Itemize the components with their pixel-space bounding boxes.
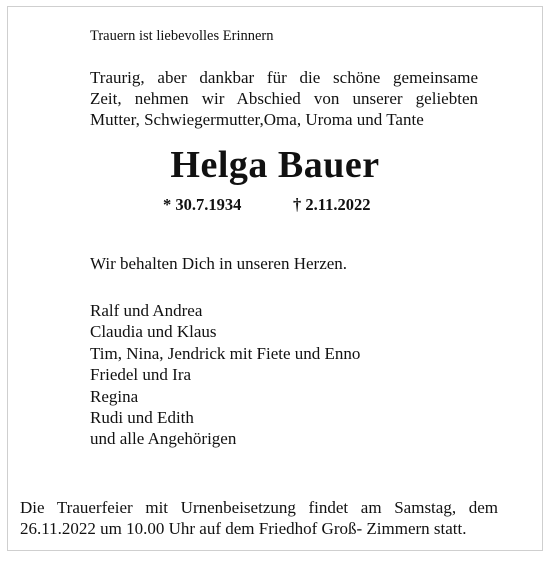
obituary-notice bbox=[7, 6, 543, 551]
funeral-info bbox=[20, 497, 512, 539]
mourner-entry: und alle Angehörigen bbox=[90, 429, 237, 449]
mourner-entry: Ralf und Andrea bbox=[90, 301, 203, 320]
funeral-line: Die Trauerfeier mit Urnenbeisetzung findet am Samstag, dem bbox=[20, 498, 498, 517]
mourner-entry: Friedel und Ira bbox=[90, 365, 192, 385]
life-dates bbox=[163, 195, 371, 215]
mourner-entry: Tim, Nina, Jendrick mit Fiete und Enno bbox=[90, 343, 361, 363]
mourner-entry: Regina bbox=[90, 386, 139, 406]
intro-paragraph bbox=[90, 67, 510, 130]
intro-line: Mutter, Schwiegermutter,Oma, Uroma und Tante bbox=[90, 110, 424, 129]
remembrance-text: Wir behalten Dich in unseren Herzen. bbox=[90, 254, 348, 273]
intro-line: Zeit, nehmen wir Abschied von unserer geliebten bbox=[90, 89, 478, 108]
intro-line: Traurig, aber dankbar für die schöne gemeinsame bbox=[90, 68, 478, 87]
deceased-name: Helga Bauer bbox=[170, 144, 380, 186]
death-date: † 2.11.2022 bbox=[293, 195, 371, 214]
birth-date: * 30.7.1934 bbox=[163, 195, 242, 214]
funeral-line: 26.11.2022 um 10.00 Uhr auf dem Friedhof Groß- Zimmern statt. bbox=[20, 519, 467, 538]
mourners-list bbox=[90, 300, 360, 450]
mourner-entry: Claudia und Klaus bbox=[90, 322, 217, 342]
motto-text: Trauern ist liebevolles Erinnern bbox=[90, 28, 274, 44]
mourner-entry: Rudi und Edith bbox=[90, 408, 194, 428]
